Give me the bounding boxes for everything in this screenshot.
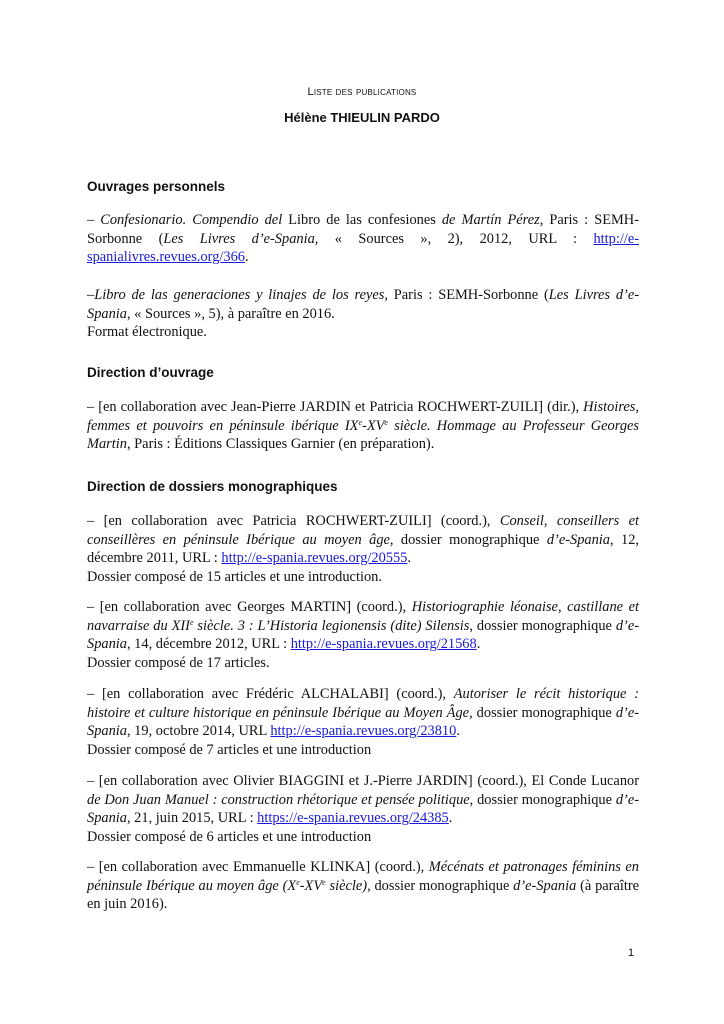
entry-url-link[interactable]: https://e-spania.revues.org/24385 (257, 810, 449, 827)
section-heading-ouvrages: Ouvrages personnels (87, 179, 226, 194)
section-heading-direction-ouvrage: Direction d’ouvrage (87, 365, 214, 380)
entry-url-link[interactable]: http://e-spanialivres.revues.org/366 (87, 230, 639, 266)
publication-entry: – [en collaboration avec Jean-Pierre JARDIN et Patricia ROCHWERT-ZUILI] (dir.), Histoires, femmes et pouvoirs en péninsule ibérique IXe-XVe siècle. Hommage au Professeur Georges Martin, Paris : Éditions Classiques Garnier (en préparation). (87, 399, 639, 453)
publication-entry: –Libro de las generaciones y linajes de los reyes, Paris : SEMH-Sorbonne (Les Livres d’e-Spania, « Sources », 5), à paraître en 2016. Format électronique. (87, 287, 640, 341)
section-heading-direction-dossiers: Direction de dossiers monographiques (87, 479, 338, 494)
publication-entry: – [en collaboration avec Olivier BIAGGINI et J.-Pierre JARDIN] (coord.), El Conde Lucanor de Don Juan Manuel : construction rhétorique et pensée politique, dossier monographique d’e-Spania, 21, juin 2015, URL : https://e-spania.revues.org/24385. Dossier composé de 6 articles et une introduction (87, 773, 640, 845)
entry-note: Dossier composé de 15 articles et une introduction. (87, 568, 382, 585)
page-number: 1 (628, 947, 635, 959)
entry-note: Dossier composé de 7 articles et une introduction (87, 741, 372, 758)
publication-entry: – Confesionario. Compendio del Libro de las confesiones de Martín Pérez, Paris : SEMH-Sorbonne (Les Livres d’e-Spania, « Sources », 2), 2012, URL : http://e-spanialivres.revues.org/366. (87, 212, 639, 266)
publication-entry: – [en collaboration avec Emmanuelle KLINKA] (coord.), Mécénats et patronages féminins en péninsule Ibérique au moyen âge (Xe-XVe siècle), dossier monographique d’e-Spania (à paraître en juin 2016). (87, 859, 640, 913)
publication-entry: – [en collaboration avec Patricia ROCHWERT-ZUILI] (coord.), Conseil, conseillers et conseillères en péninsule Ibérique au moyen âge, dossier monographique d’e-Spania, 12, décembre 2011, URL : http://e-spania.revues.org/20555. Dossier composé de 15 articles et une introduction. (87, 513, 640, 585)
entry-url-link[interactable]: http://e-spania.revues.org/23810 (270, 723, 457, 740)
entry-note: Dossier composé de 6 articles et une introduction (87, 828, 372, 845)
publication-entry: – [en collaboration avec Georges MARTIN] (coord.), Historiographie léonaise, castillane et navarraise du XIIe siècle. 3 : L’Historia legionensis (dite) Silensis, dossier monographique d’e-Spania, 14, décembre 2012, URL : http://e-spania.revues.org/21568. Dossier composé de 17 articles. (87, 599, 639, 671)
document-title: Liste des publications (307, 86, 417, 98)
entry-note: Format électronique. (87, 324, 207, 341)
entry-note: Dossier composé de 17 articles. (87, 654, 270, 671)
author-name: Hélène THIEULIN PARDO (284, 110, 440, 125)
entry-url-link[interactable]: http://e-spania.revues.org/21568 (290, 636, 477, 653)
entry-url-link[interactable]: http://e-spania.revues.org/20555 (221, 550, 408, 567)
publication-entry: – [en collaboration avec Frédéric ALCHALABI] (coord.), Autoriser le récit historique : histoire et culture historique en péninsule Ibérique au Moyen Âge, dossier monographique d’e-Spania, 19, octobre 2014, URL http://e-spania.revues.org/23810. Dossier composé de 7 articles et une introduction (87, 686, 639, 758)
